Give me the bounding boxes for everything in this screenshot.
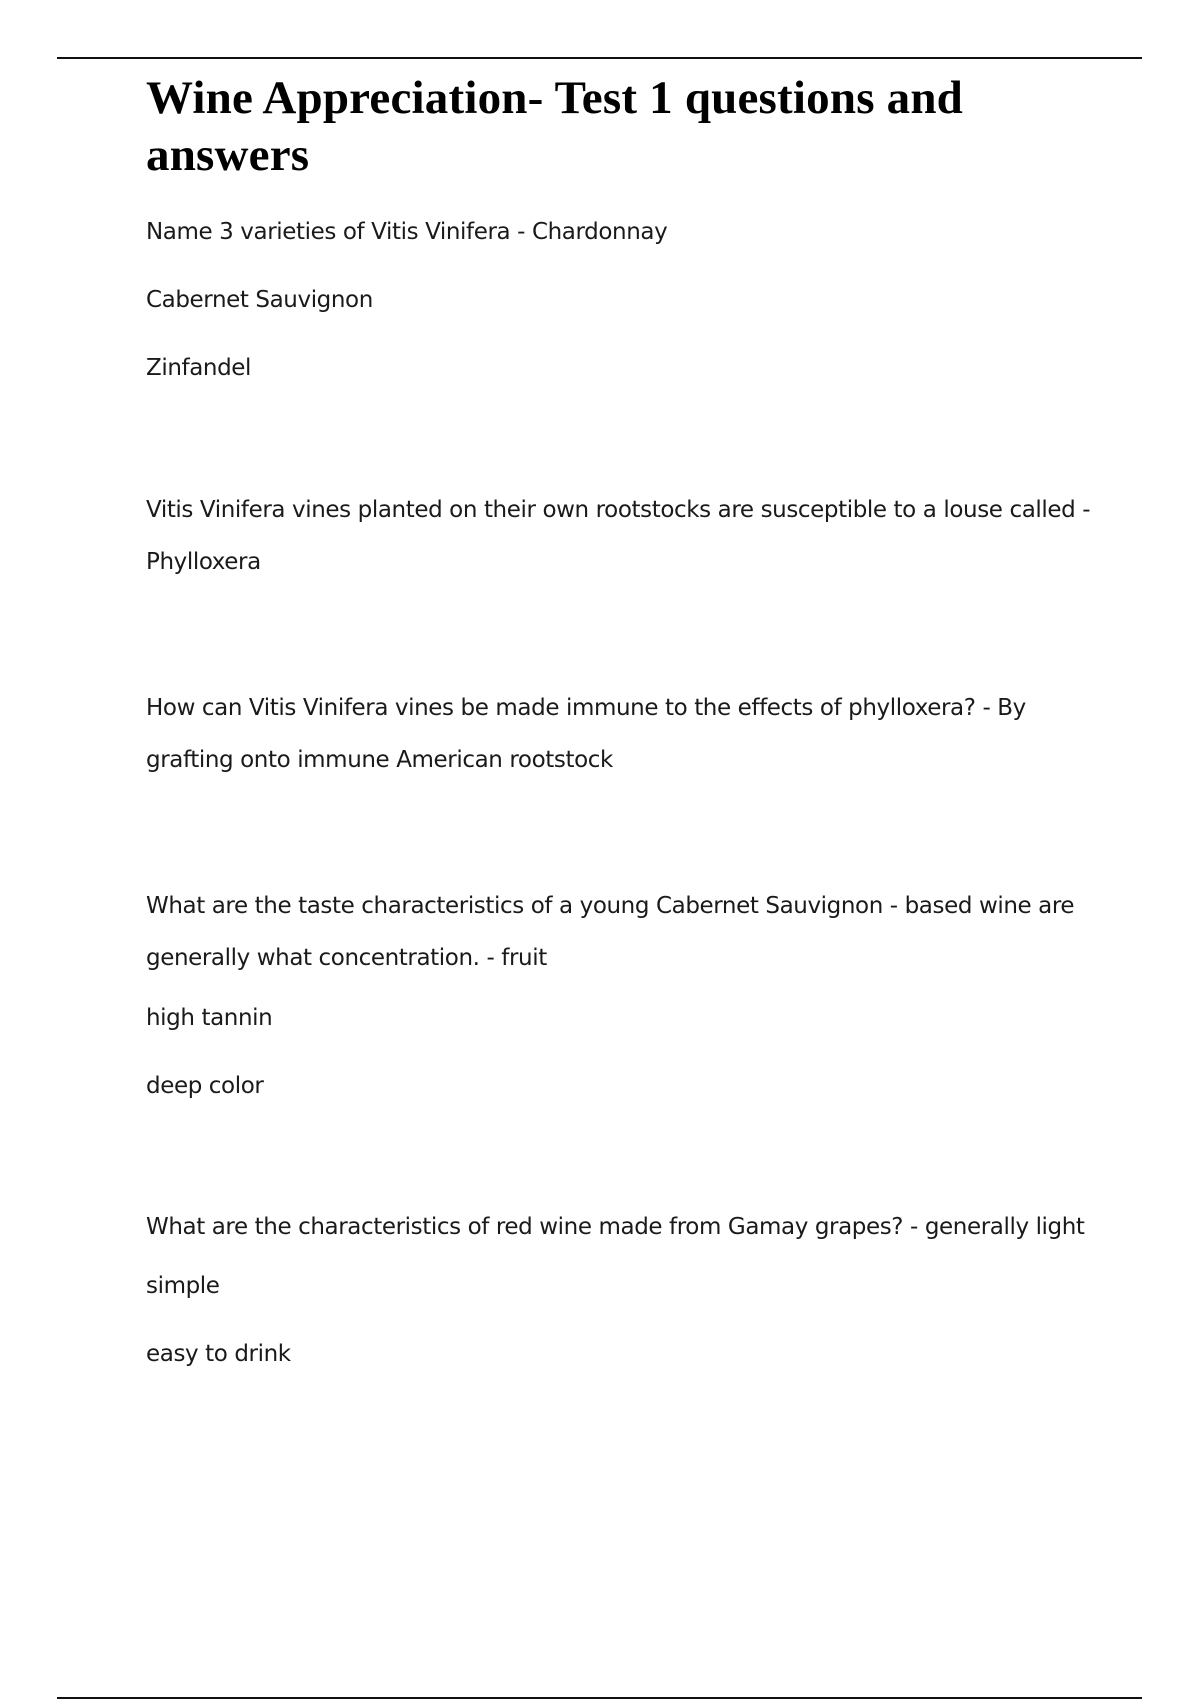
answer-5-2: easy to drink: [146, 1341, 291, 1367]
top-rule: [57, 57, 1142, 59]
question-1: Name 3 varieties of Vitis Vinifera - Chardonnay: [146, 219, 668, 245]
answer-5-1: simple: [146, 1273, 220, 1299]
question-2: Vitis Vinifera vines planted on their own rootstocks are susceptible to a louse called - Phylloxera: [146, 497, 1091, 575]
spacer: [146, 604, 1106, 682]
question-5: What are the characteristics of red wine made from Gamay grapes? - generally light: [146, 1214, 1085, 1240]
qa-entry-1: [146, 214, 1106, 386]
spacer: [146, 418, 1106, 484]
qa-entry-2: [146, 484, 1106, 588]
answer-4-1: high tannin: [146, 1005, 273, 1031]
spacer: [146, 1136, 1106, 1202]
qa-entry-5: [146, 1202, 1106, 1372]
question-3: How can Vitis Vinifera vines be made immune to the effects of phylloxera? - By grafting onto immune American rootstock: [146, 695, 1026, 773]
spacer: [146, 802, 1106, 880]
answer-1-1: Cabernet Sauvignon: [146, 287, 373, 313]
answer-4-2: deep color: [146, 1073, 264, 1099]
answer-1-2: Zinfandel: [146, 355, 252, 381]
question-4: What are the taste characteristics of a young Cabernet Sauvignon - based wine are generally what concentration. - fruit: [146, 893, 1075, 971]
document-body: [146, 70, 1106, 1404]
qa-entry-4: [146, 880, 1106, 1104]
bottom-rule: [57, 1697, 1142, 1699]
qa-entry-3: [146, 682, 1106, 786]
document-title: Wine Appreciation- Test 1 questions and answers: [146, 72, 964, 181]
